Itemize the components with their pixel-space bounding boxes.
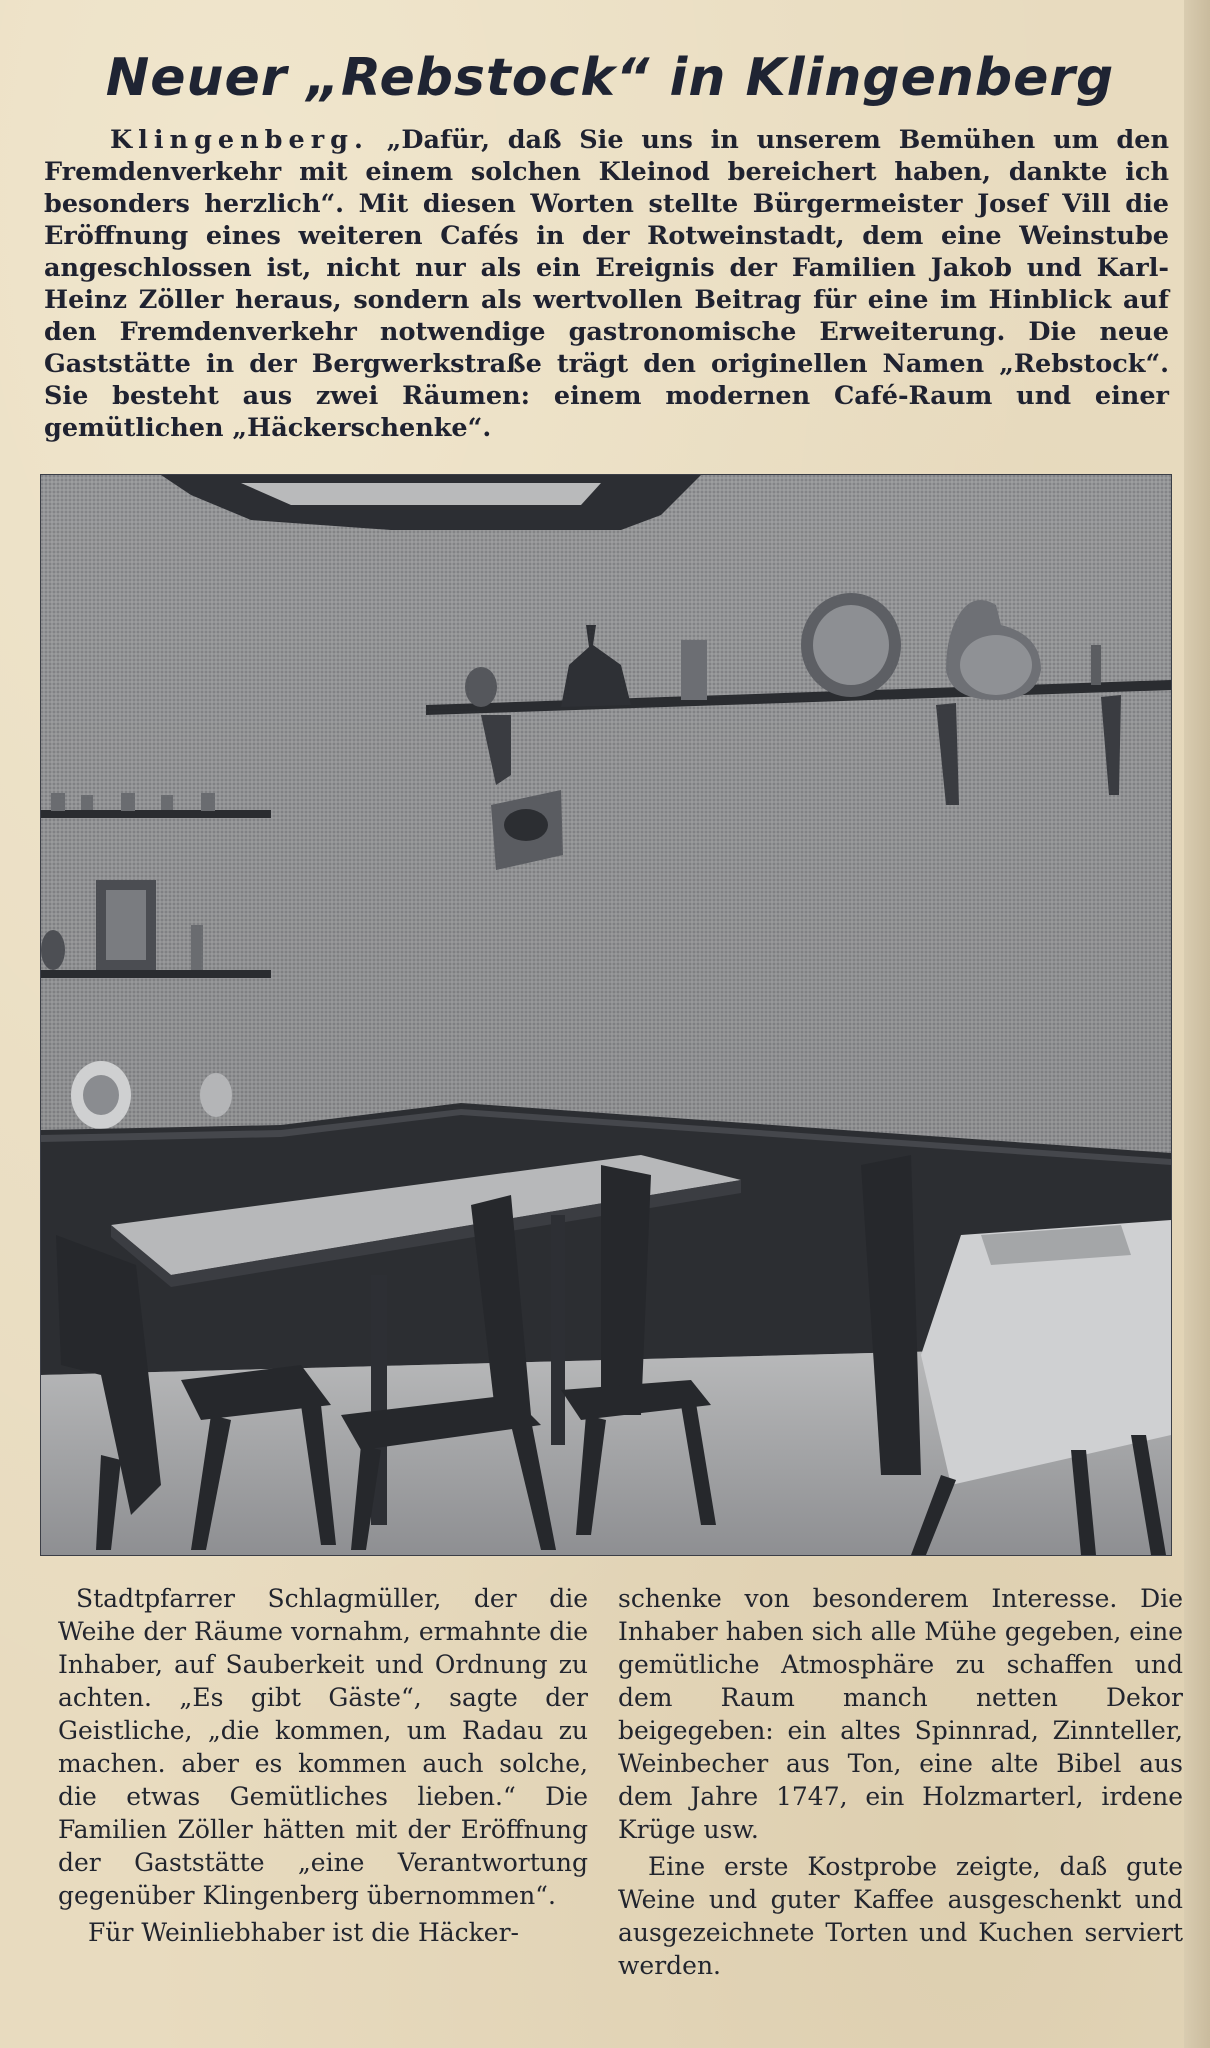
dateline: Klingenberg. xyxy=(110,125,369,155)
glass-ornament xyxy=(465,667,497,707)
headline: Neuer „Rebstock“ in Klingenberg xyxy=(105,48,1115,108)
paragraph: Für Weinliebhaber ist die Häcker- xyxy=(88,1918,519,1947)
body-column-left xyxy=(58,1582,588,1949)
paragraph: Stadtpfarrer Schlagmüller, der die Weihe der Räume vornahm, ermahnte die Inhaber, auf Sauberkeit und Ordnung zu achten. „Es gibt Gäste“, sagte der Geistliche, „die kommen, um Radau zu machen. aber es kommen auch solche, die etwas Gemütliches lieben.“ Die Familien Zöller hätten mit der Eröffnung der Gaststätte „eine Verantwortung gegenüber Klingenberg übernommen“. xyxy=(58,1584,588,1910)
paragraph: schenke von besonderem Interesse. Die Inhaber haben sich alle Mühe gegeben, eine gemütliche Atmosphäre zu schaffen und dem Raum manch netten Dekor beigegeben: ein altes Spinnrad, Zinnteller, Weinbecher aus Ton, eine alte Bibel aus dem Jahre 1747, ein Holzmarterl, irdene Krüge usw. xyxy=(618,1584,1183,1844)
shelf-left-bottom xyxy=(41,970,271,978)
lead-paragraph xyxy=(44,124,1169,444)
lead-text: „Dafür, daß Sie uns in unserem Bemühen um den Fremdenverkehr mit einem solchen Kleinod bereichert haben, dankte ich besonders herzlich“. Mit diesen Worten stellte Bürgermeister Josef Vill die Eröffnung eines weiteren Cafés in der Rotweinstadt, dem eine Weinstube angeschlossen ist, nicht nur als ein Ereignis der Familien Jakob und Karl-Heinz Zöller heraus, sondern als wertvollen Beitrag für eine im Hinblick auf den Fremdenverkehr notwendige gastronomische Erweiterung. Die neue Gaststätte in der Bergwerkstraße trägt den originellen Namen „Rebstock“. Sie besteht aus zwei Räumen: einem modernen Café-Raum und einer gemütlichen „Häckerschenke“. xyxy=(44,125,1169,443)
paragraph: Eine erste Kostprobe zeigte, daß gute Weine und guter Kaffee ausgeschenkt und ausgezeichnete Torten und Kuchen serviert werden. xyxy=(618,1852,1183,1980)
shelf-left-top xyxy=(41,810,271,818)
page-edge xyxy=(1184,0,1210,2048)
bottle xyxy=(681,640,707,700)
body-column-right xyxy=(618,1582,1183,1982)
cafe-interior-illustration xyxy=(41,475,1171,1555)
article-photo xyxy=(40,474,1172,1556)
